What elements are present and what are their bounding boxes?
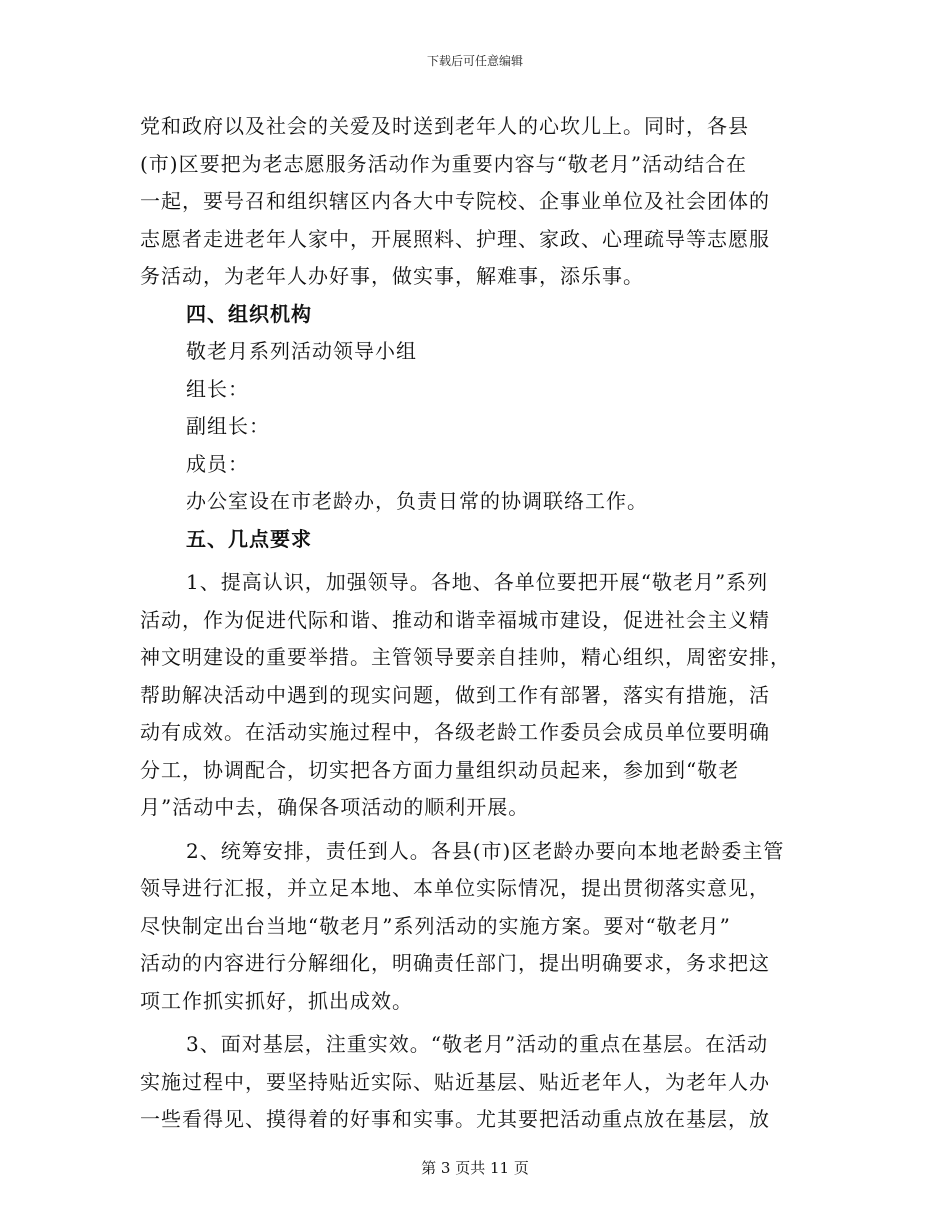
text-line: 党和政府以及社会的关爱及时送到老年人的心坎儿上。同时，各县: [140, 114, 749, 138]
text-line: 办公室设在市老龄办，负责日常的协调联络工作。: [186, 489, 648, 513]
section-heading: 四、组织机构: [186, 301, 312, 326]
text-line: 组长：: [186, 376, 249, 401]
text-line: 成员：: [186, 451, 249, 476]
text-line: 活动的内容进行分解细化，明确责任部门，提出明确要求，务求把这: [140, 951, 770, 975]
text-line: 敬老月系列活动领导小组: [186, 339, 417, 363]
text-line: (市)区要把为老志愿服务活动作为重要内容与“敬老月”活动结合在: [140, 151, 748, 176]
text-line: 月”活动中去，确保各项活动的顺利开展。: [140, 795, 530, 819]
text-line: 项工作抓实抓好，抓出成效。: [140, 988, 413, 1013]
text-line: 实施过程中，要坚持贴近实际、贴近基层、贴近老年人，为老年人办: [140, 1069, 770, 1094]
text-line: 2、统筹安排，责任到人。各县(市)区老龄办要向本地老龄委主管: [186, 838, 785, 863]
text-line: 分工，协调配合，切实把各方面力量组织动员起来，参加到“敬老: [140, 757, 740, 782]
text-line: 一起，要号召和组织辖区内各大中专院校、企事业单位及社会团体的: [140, 189, 770, 213]
text-line: 志愿者走进老年人家中，开展照料、护理、家政、心理疏导等志愿服: [140, 226, 770, 251]
header-note: 下载后可任意编辑: [426, 54, 523, 68]
text-line: 务活动，为老年人办好事，做实事，解难事，添乐事。: [140, 264, 644, 288]
text-line: 一些看得见、摸得着的好事和实事。尤其要把活动重点放在基层，放: [140, 1107, 770, 1131]
text-line: 领导进行汇报，并立足本地、本单位实际情况，提出贯彻落实意见，: [140, 876, 770, 900]
text-line: 3、面对基层，注重实效。“敬老月”活动的重点在基层。在活动: [186, 1032, 769, 1056]
text-line: 1、提高认识，加强领导。各地、各单位要把开展“敬老月”系列: [186, 570, 769, 594]
document-body: [140, 108, 810, 1139]
text-line: 尽快制定出台当地“敬老月”系列活动的实施方案。要对“敬老月”: [140, 913, 731, 938]
text-line: 副组长：: [186, 414, 270, 438]
text-line: 动有成效。在活动实施过程中，各级老龄工作委员会成员单位要明确: [140, 720, 770, 744]
text-line: 活动，作为促进代际和谐、推动和谐幸福城市建设，促进社会主义精: [140, 607, 770, 632]
page-footer: 第 3 页共 11 页: [421, 1159, 529, 1177]
text-line: 帮助解决活动中遇到的现实问题，做到工作有部署，落实有措施，活: [140, 682, 770, 707]
section-heading: 五、几点要求: [186, 526, 312, 551]
text-line: 神文明建设的重要举措。主管领导要亲自挂帅，精心组织，周密安排，: [140, 645, 791, 669]
